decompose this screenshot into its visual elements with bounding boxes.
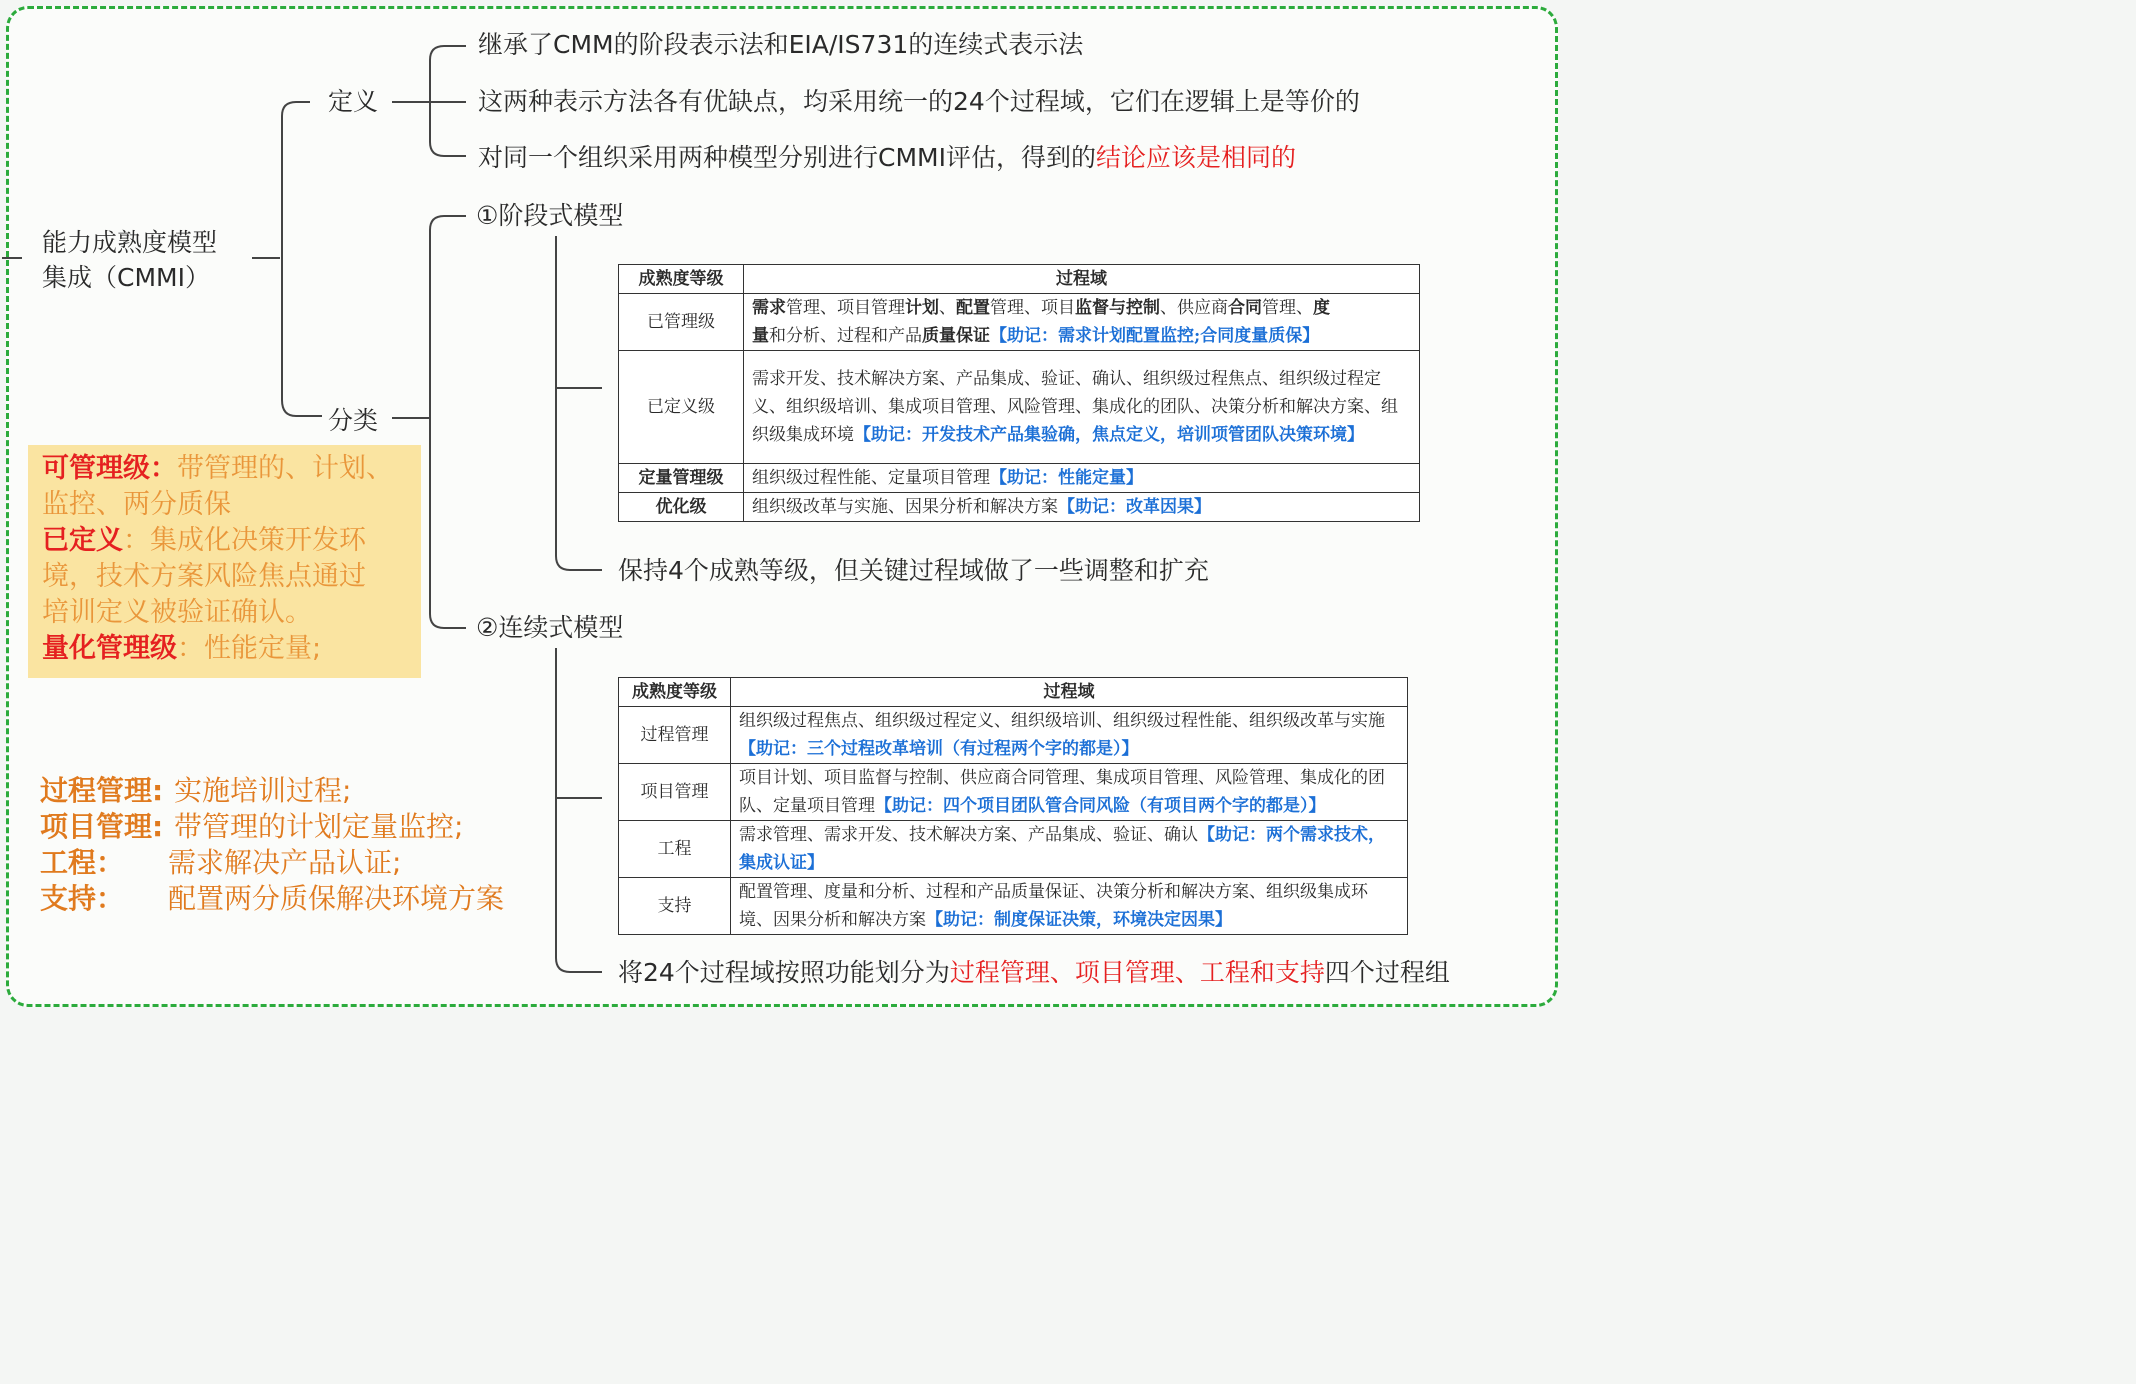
desc-text: 需求管理、需求开发、技术解决方案、产品集成、验证、确认 [739,825,1198,845]
continuous-model-label: ②连续式模型 [476,613,624,642]
level-cell: 定量管理级 [619,464,744,493]
definition-label: 定义 [328,87,379,116]
definition-item-2: 这两种表示方法各有优缺点，均采用统一的24个过程域，它们在逻辑上是等价的 [478,87,1360,116]
desc-cell [744,493,1420,522]
memo-text: 【助记：性能定量】 [990,468,1143,488]
staged-bracket [556,236,602,570]
definition-item-3-highlight: 结论应该是相同的 [1095,143,1296,172]
table-row [619,764,1408,821]
memo-text: 【助记：制度保证决策，环境决定因果】 [926,910,1232,930]
level-cell: 支持 [619,878,731,935]
memo-text: 【助记：改革因果】 [1058,497,1211,517]
memo-line-1: 可管理级：带管理的、计划、 [42,453,393,484]
table-row [619,464,1420,493]
root-bracket [282,102,322,416]
desc-row1: 需求管理、项目管理计划、配置管理、项目监督与控制、供应商合同管理、度 [752,298,1330,318]
classification-label: 分类 [328,406,379,435]
header-level: 成熟度等级 [619,265,744,294]
table-row [619,493,1420,522]
desc-text: 组织级过程焦点、组织级过程定义、组织级培训、组织级过程性能、组织级改革与实施 [739,711,1385,731]
table-row [619,351,1420,464]
memo-line-5: 培训定义被验证确认。 [42,597,312,628]
staged-model-label: ①阶段式模型 [476,201,624,230]
level-cell: 项目管理 [619,764,731,821]
header-process-area: 过程域 [731,678,1408,707]
table-row [619,878,1408,935]
desc-text: 组织级改革与实施、因果分析和解决方案 [752,497,1058,517]
staged-table-header [619,265,1420,294]
group-note: 支持： 配置两分质保解决环境方案 [40,882,505,915]
level-cell: 已定义级 [619,351,744,464]
desc-cell [731,821,1408,878]
table-row [619,821,1408,878]
continuous-note: 将24个过程域按照功能划分为过程管理、项目管理、工程和支持四个过程组 [618,958,1450,987]
desc-text: 组织级过程性能、定量项目管理 [752,468,990,488]
table-row [619,294,1420,351]
staged-note: 保持4个成熟等级，但关键过程域做了一些调整和扩充 [618,556,1209,585]
memo-text: 【助记：开发技术产品集验确，焦点定义，培训项管团队决策环境】 [854,425,1364,445]
group-note: 过程管理: 实施培训过程; [40,774,352,807]
desc-text: 需求开发、技术解决方案、产品集成、验证、确认、组织级过程焦点、组织级过程定义、组织级培训、集成项目管理、风险管理、集成化的团队、决策分析和解决方案、组织级集成环境 [752,369,1398,445]
memo-text: 【助记：需求计划配置监控;合同度量质保】 [990,326,1320,346]
desc-cell [731,764,1408,821]
desc-cell [731,878,1408,935]
continuous-bracket [556,648,602,972]
memo-text: 【助记：四个项目团队管合同风险（有项目两个字的都是）】 [875,796,1326,816]
desc-cell [744,351,1420,464]
group-note: 项目管理: 带管理的计划定量监控; [40,810,464,843]
desc-cell [744,464,1420,493]
level-cell: 已管理级 [619,294,744,351]
level-cell: 工程 [619,821,731,878]
memo-line-3: 已定义：集成化决策开发环 [42,525,366,556]
continuous-note-highlight: 过程管理、项目管理、工程和支持 [949,958,1325,987]
staged-table [618,264,1420,522]
root-title-line1: 能力成熟度模型 [42,228,218,257]
continuous-table [618,677,1408,935]
desc-cell [731,707,1408,764]
header-level: 成熟度等级 [619,678,731,707]
root-title-line2: 集成（CMMI） [42,263,210,292]
memo-text: 【助记：两个需求技术，集成认证】 [739,825,1385,873]
group-notes [40,773,505,917]
level-cell: 过程管理 [619,707,731,764]
classification-bracket [430,216,466,628]
definition-item-3: 对同一个组织采用两种模型分别进行CMMI评估，得到的结论应该是相同的 [478,143,1296,172]
definition-item-1: 继承了CMM的阶段表示法和EIA/IS731的连续式表示法 [478,30,1084,59]
continuous-table-header [619,678,1408,707]
memo-text: 【助记：三个过程改革培训（有过程两个字的都是）】 [739,739,1139,759]
memo-box [28,445,421,678]
memo-line-2: 监控、两分质保 [42,489,231,520]
memo-line-4: 境，技术方案风险焦点通过 [42,561,366,592]
memo-line-6: 量化管理级：性能定量; [42,633,322,664]
desc-text: 配置管理、度量和分析、过程和产品质量保证、决策分析和解决方案、组织级集成环境、因果分析和解决方案 [739,882,1368,930]
header-process-area: 过程域 [744,265,1420,294]
level-cell: 优化级 [619,493,744,522]
table-row [619,707,1408,764]
desc-cell: 需求管理、项目管理计划、配置管理、项目监督与控制、供应商合同管理、度 量和分析、过程和产品质量保证【助记：需求计划配置监控;合同度量质保】 [744,294,1420,351]
group-note: 工程： 需求解决产品认证; [40,846,402,879]
desc-text: 项目计划、项目监督与控制、供应商合同管理、集成项目管理、风险管理、集成化的团队、定量项目管理 [739,768,1385,816]
